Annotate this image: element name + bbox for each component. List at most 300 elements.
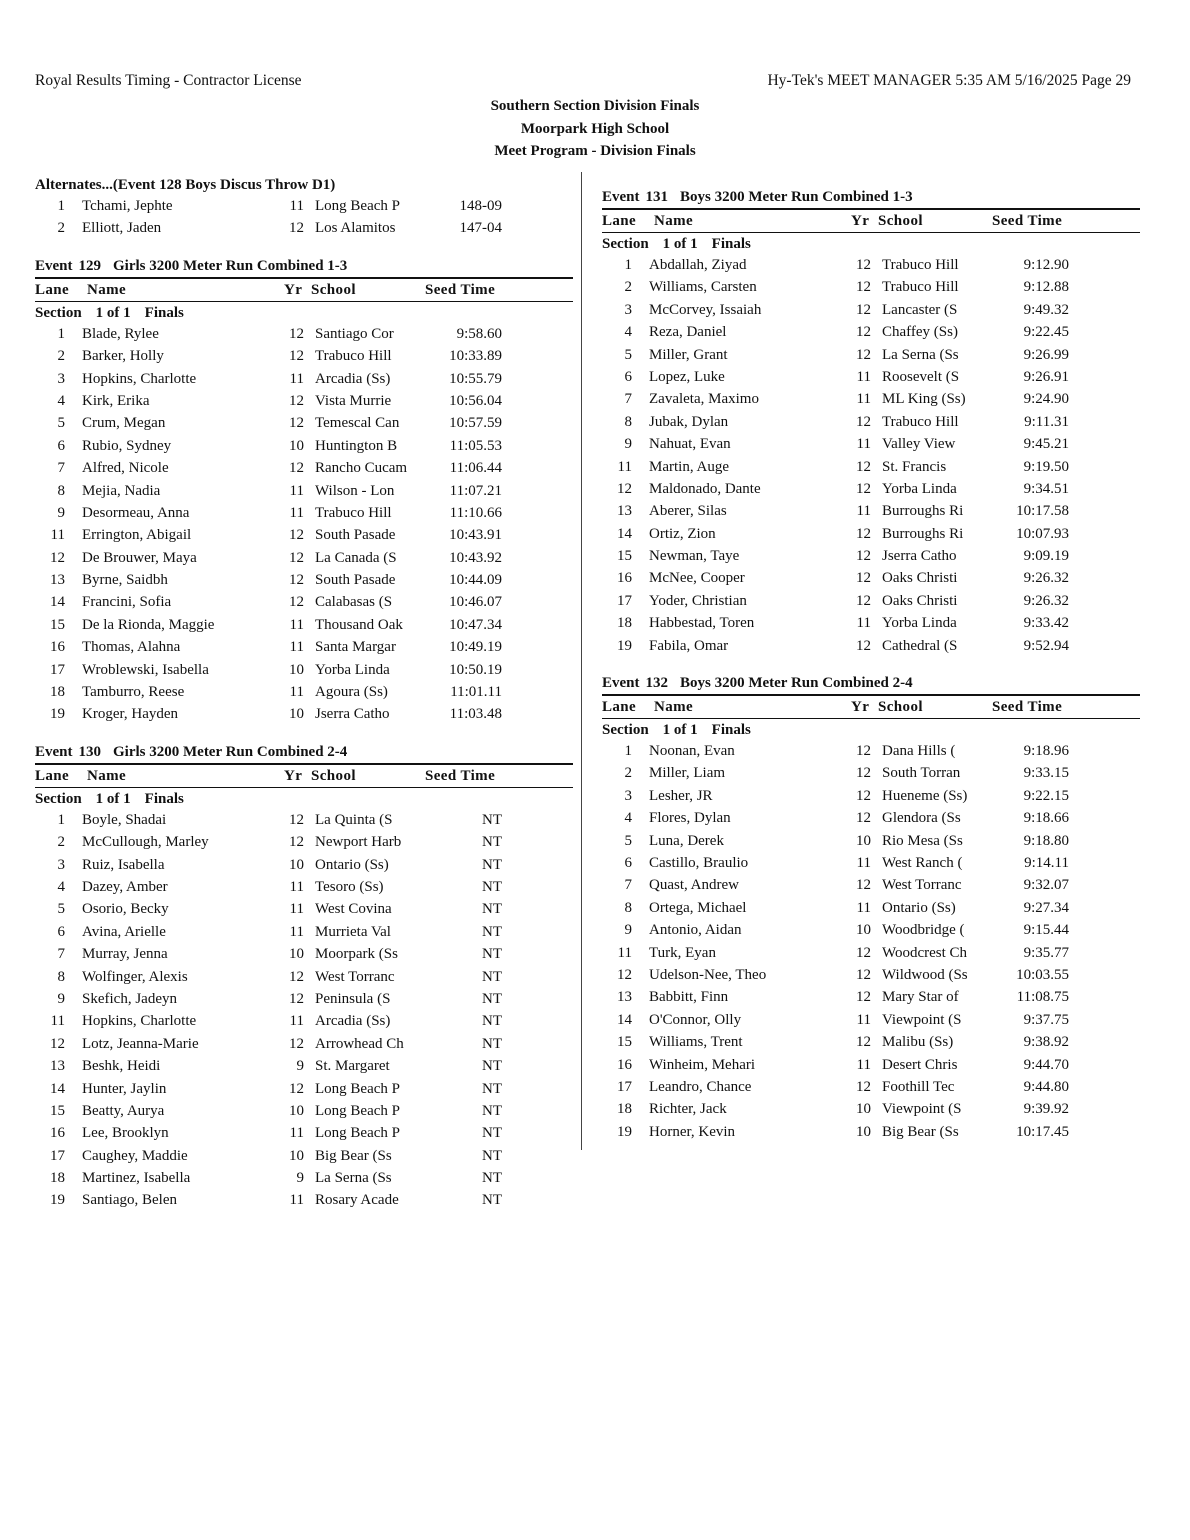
name-cell: Rubio, Sydney	[82, 437, 172, 454]
seed-time-cell: 9:15.44	[1023, 922, 1069, 939]
year-cell: 10	[289, 1147, 304, 1164]
name-cell: McCorvey, Issaiah	[649, 301, 762, 318]
seed-time-cell: 10:55.79	[449, 370, 502, 387]
school-cell: Glendora (Ss	[882, 810, 961, 827]
seed-time-cell: 10:07.93	[1016, 525, 1069, 542]
school-cell: Cathedral (S	[882, 637, 958, 654]
name-cell: Lotz, Jeanna-Marie	[82, 1035, 199, 1052]
seed-time-cell: NT	[482, 878, 502, 895]
lane-cell: 18	[50, 684, 65, 701]
name-cell: Boyle, Shadai	[82, 811, 167, 828]
section-word: Section	[35, 304, 82, 321]
school-cell: West Torranc	[315, 968, 395, 985]
name-cell: Winheim, Mehari	[649, 1056, 756, 1073]
name-cell: McCullough, Marley	[82, 834, 209, 851]
lane-cell: 4	[57, 878, 65, 895]
license-header: Royal Results Timing - Contractor License	[35, 72, 302, 89]
table-row	[602, 920, 1140, 942]
seed-time-cell: NT	[482, 1125, 502, 1142]
name-cell: Murray, Jenna	[82, 946, 168, 963]
school-cell: Los Alamitos	[315, 220, 396, 237]
school-cell: Trabuco Hill	[315, 504, 392, 521]
event-name: Girls 3200 Meter Run Combined 2-4	[113, 743, 348, 760]
name-cell: De Brouwer, Maya	[82, 549, 197, 566]
table-row	[602, 389, 1140, 411]
school-cell: Woodbridge (	[882, 922, 965, 939]
name-cell: Turk, Eyan	[649, 944, 716, 961]
year-cell: 12	[289, 1035, 304, 1052]
school-cell: Viewpoint (S	[882, 1011, 962, 1028]
table-row	[602, 546, 1140, 568]
lane-cell: 2	[57, 220, 65, 237]
year-cell: 11	[289, 198, 304, 214]
seed-time-cell: 9:45.21	[1023, 436, 1069, 453]
table-row	[35, 548, 573, 570]
seed-time-cell: NT	[482, 1192, 502, 1209]
year-cell: 10	[856, 1123, 871, 1140]
school-cell: Ontario (Ss)	[315, 856, 389, 873]
section-word: Section	[602, 722, 649, 739]
col-lane: Lane	[602, 699, 637, 716]
section-label	[35, 302, 573, 324]
name-cell: Zavaleta, Maximo	[649, 391, 759, 408]
meet-venue: Moorpark High School	[520, 120, 670, 137]
name-cell: Byrne, Saidbh	[82, 572, 168, 589]
meet-title: Southern Section Division Finals	[490, 98, 700, 114]
col-name: Name	[87, 281, 127, 298]
year-cell: 12	[856, 525, 871, 542]
year-cell: 11	[289, 1125, 304, 1142]
lane-cell: 7	[624, 877, 632, 894]
lane-cell: 12	[617, 480, 632, 497]
seed-time-cell: NT	[482, 856, 502, 873]
lane-cell: 11	[50, 527, 65, 544]
lane-cell: 3	[57, 856, 65, 873]
year-cell: 10	[289, 856, 304, 873]
name-cell: Kirk, Erika	[82, 392, 150, 409]
name-cell: Luna, Derek	[649, 832, 724, 849]
col-yr: Yr	[851, 213, 870, 229]
name-cell: O'Connor, Olly	[649, 1011, 742, 1028]
name-cell: Nahuat, Evan	[649, 436, 731, 453]
col-school: School	[878, 213, 923, 229]
year-cell: 12	[289, 572, 304, 589]
lane-cell: 19	[617, 1123, 632, 1140]
year-cell: 9	[296, 1058, 304, 1075]
section-word: Section	[35, 790, 82, 807]
lane-cell: 13	[617, 503, 632, 520]
seed-time-cell: 9:11.31	[1024, 413, 1069, 430]
column-divider	[581, 172, 582, 1150]
seed-time-cell: 9:24.90	[1023, 391, 1069, 408]
lane-cell: 1	[57, 325, 65, 342]
alternates-title: Alternates...(Event 128 Boys Discus Throw D1)	[35, 177, 336, 193]
lane-cell: 17	[50, 661, 65, 678]
name-cell: Francini, Sofia	[82, 594, 172, 611]
name-cell: Osorio, Becky	[82, 901, 169, 918]
table-row	[602, 277, 1140, 299]
school-cell: Lancaster (S	[882, 301, 958, 318]
event-131-title	[602, 186, 1140, 208]
col-school: School	[311, 281, 356, 298]
table-row	[602, 898, 1140, 920]
lane-cell: 9	[57, 504, 65, 521]
year-cell: 12	[289, 325, 304, 342]
table-row	[602, 875, 1140, 897]
school-cell: Hueneme (Ss)	[882, 787, 968, 804]
school-cell: Malibu (Ss)	[882, 1034, 954, 1051]
school-cell: Santa Margar	[315, 639, 396, 656]
meet-titles	[0, 95, 1190, 163]
table-row	[602, 786, 1140, 808]
lane-cell: 2	[57, 834, 65, 851]
seed-time-cell: 11:01.11	[450, 684, 502, 701]
event-number: 132	[645, 675, 668, 692]
school-cell: South Pasade	[315, 572, 396, 589]
event-131-table	[602, 255, 1140, 658]
seed-time-cell: 10:46.07	[449, 594, 502, 611]
lane-cell: 3	[57, 370, 65, 387]
table-row	[35, 369, 573, 391]
school-cell: Woodcrest Ch	[882, 944, 968, 961]
lane-cell: 4	[624, 324, 632, 341]
seed-time-cell: 9:32.07	[1023, 877, 1069, 894]
seed-time-cell: 9:38.92	[1023, 1034, 1069, 1051]
lane-cell: 1	[57, 198, 65, 214]
seed-time-cell: 9:27.34	[1023, 899, 1069, 916]
year-cell: 11	[289, 923, 304, 940]
table-row	[35, 458, 573, 480]
lane-cell: 8	[624, 899, 632, 916]
section-round: Finals	[144, 790, 184, 807]
table-row	[602, 1055, 1140, 1077]
table-row	[35, 660, 573, 682]
lane-cell: 14	[50, 594, 65, 611]
seed-time-cell: 10:57.59	[449, 415, 502, 432]
school-cell: Yorba Linda	[315, 661, 390, 678]
name-cell: Lesher, JR	[649, 787, 713, 804]
year-cell: 12	[856, 480, 871, 497]
table-row	[35, 637, 573, 659]
seed-time-cell: 9:58.60	[456, 325, 502, 342]
school-cell: Ontario (Ss)	[882, 899, 956, 916]
seed-time-cell: 9:12.90	[1023, 257, 1069, 273]
year-cell: 12	[289, 1080, 304, 1097]
event-label: Event	[602, 675, 640, 692]
name-cell: Ortega, Michael	[649, 899, 747, 916]
col-name: Name	[654, 213, 694, 229]
school-cell: St. Francis	[882, 458, 947, 475]
seed-time-cell: 9:12.88	[1023, 279, 1069, 296]
table-row	[35, 682, 573, 704]
seed-time-cell: NT	[482, 834, 502, 851]
lane-cell: 5	[57, 415, 65, 432]
table-row	[35, 592, 573, 614]
event-name: Girls 3200 Meter Run Combined 1-3	[113, 257, 348, 274]
school-cell: Tesoro (Ss)	[315, 878, 384, 895]
table-row	[35, 855, 573, 877]
col-name: Name	[654, 699, 694, 716]
table-row	[602, 345, 1140, 367]
year-cell: 12	[856, 1078, 871, 1095]
lane-cell: 16	[617, 1056, 632, 1073]
school-cell: Calabasas (S	[315, 594, 393, 611]
seed-time-cell: 147-04	[459, 220, 502, 237]
year-cell: 11	[856, 1056, 871, 1073]
table-row	[602, 367, 1140, 389]
school-cell: Moorpark (Ss	[315, 946, 398, 963]
lane-cell: 11	[617, 944, 632, 961]
year-cell: 10	[856, 922, 871, 939]
seed-time-cell: 9:22.15	[1023, 787, 1069, 804]
event-name: Boys 3200 Meter Run Combined 2-4	[680, 675, 913, 692]
year-cell: 11	[289, 684, 304, 701]
seed-time-cell: NT	[482, 1147, 502, 1164]
event-label: Event	[602, 189, 640, 205]
section-round: Finals	[711, 236, 751, 252]
lane-cell: 14	[617, 1011, 632, 1028]
lane-cell: 16	[50, 1125, 65, 1142]
year-cell: 12	[856, 877, 871, 894]
seed-time-cell: 148-09	[459, 198, 502, 214]
school-cell: Jserra Catho	[882, 548, 957, 565]
seed-time-cell: 10:49.19	[449, 639, 502, 656]
school-cell: ML King (Ss)	[882, 391, 966, 408]
year-cell: 12	[289, 834, 304, 851]
school-cell: Vista Murrie	[315, 392, 392, 409]
table-row	[602, 1099, 1140, 1121]
name-cell: Tamburro, Reese	[82, 684, 185, 701]
lane-cell: 12	[50, 1035, 65, 1052]
name-cell: Desormeau, Anna	[82, 504, 190, 521]
seed-time-cell: 10:33.89	[449, 348, 502, 365]
seed-time-cell: 10:43.92	[449, 549, 502, 566]
name-cell: Hunter, Jaylin	[82, 1080, 167, 1097]
year-cell: 12	[289, 594, 304, 611]
lane-cell: 6	[57, 437, 65, 454]
lane-cell: 8	[57, 482, 65, 499]
year-cell: 11	[856, 503, 871, 520]
lane-cell: 5	[624, 346, 632, 363]
year-cell: 12	[856, 279, 871, 296]
spacer	[602, 658, 1140, 672]
col-yr: Yr	[284, 281, 303, 298]
school-cell: La Serna (Ss	[315, 1170, 392, 1187]
seed-time-cell: 9:18.80	[1023, 832, 1069, 849]
seed-time-cell: 9:18.66	[1023, 810, 1069, 827]
column-headers	[602, 210, 1140, 232]
event-number: 131	[645, 189, 668, 205]
year-cell: 11	[856, 1011, 871, 1028]
lane-cell: 1	[624, 257, 632, 273]
year-cell: 12	[856, 989, 871, 1006]
seed-time-cell: 9:26.32	[1023, 570, 1069, 587]
lane-cell: 13	[50, 572, 65, 589]
seed-time-cell: NT	[482, 1013, 502, 1030]
name-cell: Jubak, Dylan	[649, 413, 729, 430]
name-cell: Newman, Taye	[649, 548, 740, 565]
year-cell: 12	[856, 966, 871, 983]
event-132-table	[602, 741, 1140, 1144]
name-cell: Wolfinger, Alexis	[82, 968, 188, 985]
seed-time-cell: 9:26.99	[1023, 346, 1069, 363]
school-cell: La Quinta (S	[315, 811, 393, 828]
year-cell: 12	[289, 415, 304, 432]
event-130-table	[35, 810, 573, 1213]
school-cell: Thousand Oak	[315, 616, 403, 633]
seed-time-cell: 9:26.32	[1023, 592, 1069, 609]
school-cell: Long Beach P	[315, 1125, 400, 1142]
section-label	[35, 788, 573, 810]
lane-cell: 1	[624, 743, 632, 760]
name-cell: Habbestad, Toren	[649, 615, 755, 632]
seed-time-cell: 9:09.19	[1023, 548, 1069, 565]
lane-cell: 9	[624, 436, 632, 453]
table-row	[35, 1011, 573, 1033]
column-headers	[602, 696, 1140, 718]
seed-time-cell: 11:10.66	[449, 504, 502, 521]
school-cell: Yorba Linda	[882, 480, 957, 497]
name-cell: Ortiz, Zion	[649, 525, 716, 542]
table-row	[35, 967, 573, 989]
name-cell: Williams, Trent	[649, 1034, 743, 1051]
seed-time-cell: 10:44.09	[449, 572, 502, 589]
year-cell: 12	[289, 990, 304, 1007]
name-cell: Horner, Kevin	[649, 1123, 736, 1140]
table-row	[602, 322, 1140, 344]
name-cell: Hopkins, Charlotte	[82, 1013, 197, 1030]
table-row	[35, 899, 573, 921]
lane-cell: 2	[624, 765, 632, 782]
school-cell: Roosevelt (S	[882, 368, 960, 385]
seed-time-cell: 10:17.45	[1016, 1123, 1069, 1140]
school-cell: Burroughs Ri	[882, 525, 964, 542]
school-cell: Huntington B	[315, 437, 398, 454]
name-cell: Castillo, Braulio	[649, 854, 749, 871]
seed-time-cell: NT	[482, 901, 502, 918]
lane-cell: 12	[617, 966, 632, 983]
name-cell: Mejia, Nadia	[82, 482, 161, 499]
col-school: School	[878, 699, 923, 716]
lane-cell: 18	[50, 1170, 65, 1187]
lane-cell: 14	[617, 525, 632, 542]
table-row	[35, 944, 573, 966]
lane-cell: 7	[624, 391, 632, 408]
school-cell: Jserra Catho	[315, 706, 390, 723]
school-cell: Rio Mesa (Ss	[882, 832, 963, 849]
name-cell: Richter, Jack	[649, 1101, 727, 1118]
name-cell: Martin, Auge	[649, 458, 729, 475]
year-cell: 12	[289, 811, 304, 828]
year-cell: 12	[289, 392, 304, 409]
school-cell: Trabuco Hill	[882, 279, 959, 296]
section-round: Finals	[144, 304, 184, 321]
table-row	[602, 457, 1140, 479]
spacer	[35, 727, 573, 741]
year-cell: 10	[289, 661, 304, 678]
event-label: Event	[35, 743, 73, 760]
name-cell: Fabila, Omar	[649, 637, 729, 654]
school-cell: Viewpoint (S	[882, 1101, 962, 1118]
table-row	[35, 1034, 573, 1056]
seed-time-cell: NT	[482, 1102, 502, 1119]
table-row	[602, 763, 1140, 785]
name-cell: Dazey, Amber	[82, 878, 168, 895]
seed-time-cell: 10:47.34	[449, 616, 502, 633]
table-row	[35, 832, 573, 854]
table-row	[602, 501, 1140, 523]
table-row	[35, 1079, 573, 1101]
school-cell: La Serna (Ss	[882, 346, 959, 363]
table-row	[35, 922, 573, 944]
section-count: 1 of 1	[662, 722, 698, 739]
name-cell: Williams, Carsten	[649, 279, 757, 296]
seed-time-cell: 9:14.11	[1024, 854, 1069, 871]
lane-cell: 7	[57, 946, 65, 963]
name-cell: De la Rionda, Maggie	[82, 616, 215, 633]
lane-cell: 9	[57, 990, 65, 1007]
seed-time-cell: 10:50.19	[449, 661, 502, 678]
col-seed: Seed Time	[992, 213, 1063, 229]
lane-cell: 7	[57, 460, 65, 477]
school-cell: Rancho Cucam	[315, 460, 408, 477]
seed-time-cell: 9:44.70	[1023, 1056, 1069, 1073]
seed-time-cell: 11:08.75	[1016, 989, 1069, 1006]
school-cell: Big Bear (Ss	[315, 1147, 392, 1164]
lane-cell: 16	[50, 639, 65, 656]
year-cell: 11	[289, 1013, 304, 1030]
year-cell: 12	[289, 220, 304, 237]
table-row	[602, 1010, 1140, 1032]
seed-time-cell: NT	[482, 1035, 502, 1052]
seed-time-cell: 9:33.42	[1023, 615, 1069, 632]
school-cell: Wilson - Lon	[315, 482, 395, 499]
year-cell: 12	[856, 324, 871, 341]
name-cell: Yoder, Christian	[649, 592, 747, 609]
lane-cell: 6	[624, 368, 632, 385]
name-cell: Wroblewski, Isabella	[82, 661, 209, 678]
name-cell: Alfred, Nicole	[82, 460, 169, 477]
year-cell: 12	[856, 637, 871, 654]
school-cell: Mary Star of	[882, 989, 959, 1006]
name-cell: Miller, Liam	[649, 765, 726, 782]
meet-manager-header: Hy-Tek's MEET MANAGER 5:35 AM 5/16/2025 Page 29	[767, 72, 1131, 89]
event-label: Event	[35, 257, 73, 274]
column-headers	[35, 765, 573, 787]
table-row	[602, 255, 1140, 277]
table-row	[602, 591, 1140, 613]
lane-cell: 6	[624, 854, 632, 871]
lane-cell: 18	[617, 1101, 632, 1118]
table-row	[35, 1101, 573, 1123]
table-row	[35, 989, 573, 1011]
year-cell: 10	[856, 832, 871, 849]
name-cell: Errington, Abigail	[82, 527, 192, 544]
name-cell: Hopkins, Charlotte	[82, 370, 197, 387]
name-cell: Crum, Megan	[82, 415, 166, 432]
year-cell: 12	[856, 346, 871, 363]
col-yr: Yr	[851, 699, 870, 716]
year-cell: 11	[289, 1192, 304, 1209]
name-cell: Martinez, Isabella	[82, 1170, 191, 1187]
event-number: 130	[78, 743, 101, 760]
column-headers	[35, 279, 573, 301]
year-cell: 12	[856, 743, 871, 760]
school-cell: Desert Chris	[882, 1056, 958, 1073]
school-cell: Foothill Tec	[882, 1078, 955, 1095]
table-row	[35, 196, 573, 218]
name-cell: Elliott, Jaden	[82, 220, 162, 237]
